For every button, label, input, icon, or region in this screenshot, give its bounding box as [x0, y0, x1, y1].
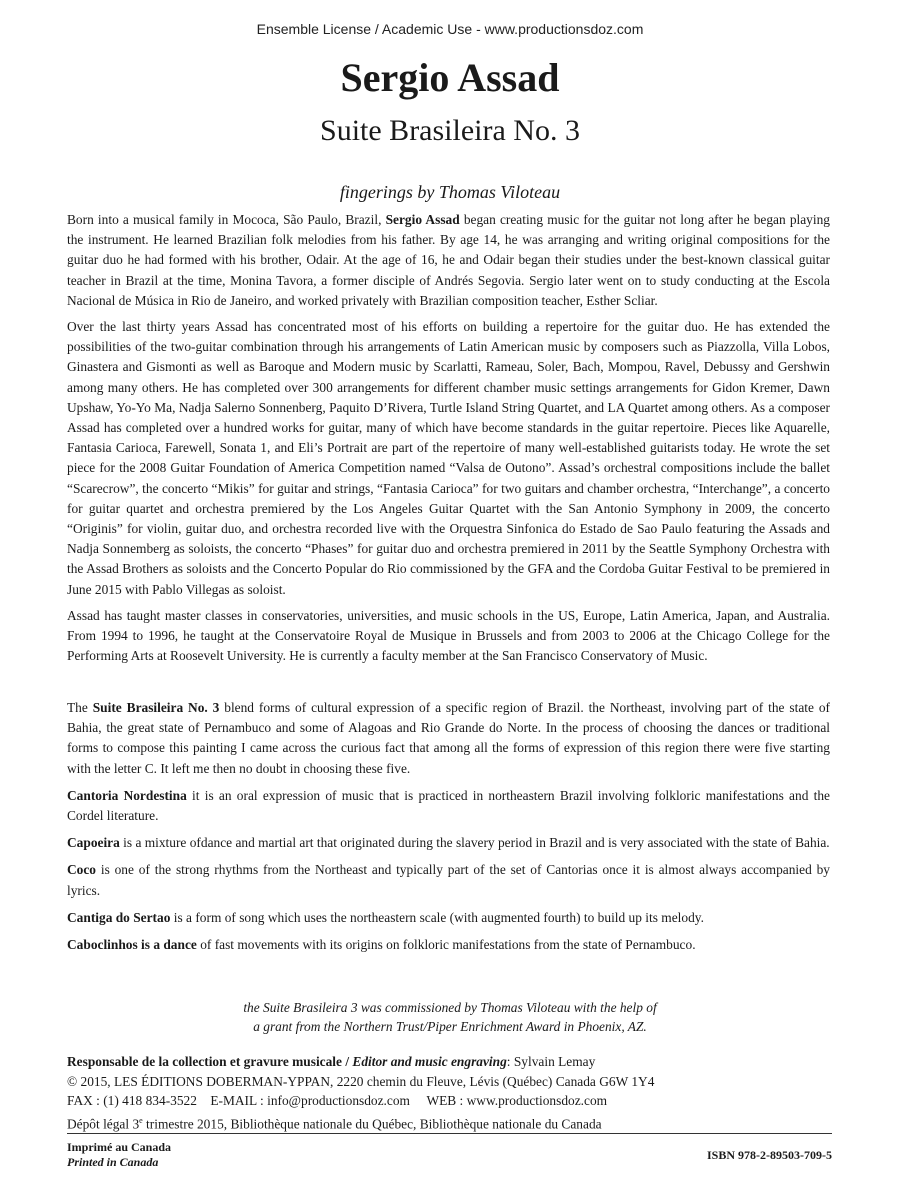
- movement-text: is a mixture ofdance and martial art that originated during the slavery period in Brazil and is very associated with the state of Bahia.: [119, 835, 830, 851]
- biography: [67, 210, 830, 672]
- movement-name: Cantiga do Sertao: [67, 909, 171, 925]
- publisher-credits: [67, 1052, 847, 1133]
- movement-name: Cantoria Nordestina: [67, 787, 187, 803]
- printed-en: Printed in Canada: [67, 1155, 159, 1169]
- editor-name: : Sylvain Lemay: [506, 1054, 596, 1069]
- bio-paragraph-2: Over the last thirty years Assad has concentrated most of his efforts on building a repertoire for the guitar duo. He has extended the possibilities of the two-guitar combination through his arrangements of Latin American music by composers such as Piazzolla, Villa Lobos, Ginastera and Gismonti as well as Baroque and Modern music by Scarlatti, Rameau, Soler, Bach, Mompou, Ravel, Debussy and Gershwin among many others. He has completed over 300 arrangements for different chamber music settings arrangements for Gidon Kremer, Dawn Upshaw, Yo-Yo Ma, Nadja Salerno Sonnenberg, Paquito D’Rivera, Turtle Island String Quartet, and LA Quartet among others. As a composer Assad has completed over a hundred works for guitar, many of which have become standards in the guitar repertoire. Pieces like Aquarelle, Fantasia Carioca, Farewell, Sonata 1, and Eli’s Portrait are part of the repertoire of many well-established guitarists today. He wrote the set piece for the 2008 Guitar Foundation of America Competition named “Valsa de Outono”. Assad’s orchestral compositions include the ballet “Scarecrow”, the concerto “Mikis” for guitar and strings, “Fantasia Carioca” for two guitars and chamber orchestra, “Interchange”, a concerto for guitar quartet and orchestra premiered by the Los Angeles Guitar Quartet with the San Antonio Symphony in 2009, the concerto “Originis” for violin, guitar duo, and orchestra recorded live with the Orquestra Sinfonica do Estado de Sao Paulo featuring the Assads and Nadja Sonnemberg as soloists, the concerto “Phases” for guitar duo and orchestra premiered in 2011 by the Seattle Symphony Orchestra with the Assad Brothers as soloists and the Concerto Popular do Rio commissioned by the GFA and the Cordoba Guitar Festival to be premiered in June 2015 with Pablo Villegas as soloist.: [67, 319, 830, 597]
- editor-label-en: Editor and music engraving: [352, 1054, 507, 1069]
- contact-line: FAX : (1) 418 834-3522 E-MAIL : info@productionsdoz.com WEB : www.productionsdoz.com: [67, 1093, 608, 1108]
- movement-text: it is an oral expression of music that is practiced in northeastern Brazil involving folkloric manifestations and the Cordel literature.: [67, 787, 830, 824]
- suite-text: blend forms of cultural expression of a specific region of Brazil. the Northeast, involving part of the state of Bahia, the great state of Pernambuco and some of Alagoas and Rio Grande do Norte. In the process of choosing the dances or traditional forms to compose this painting I came across the curious fact that among all the forms of expression of this region there were five starting with the letter C. It left me then no doubt in choosing these five.: [67, 700, 830, 776]
- legal-text: trimestre 2015, Bibliothèque nationale du Québec, Bibliothèque nationale du Canada: [142, 1115, 602, 1131]
- movement-text: is a form of song which uses the northeastern scale (with augmented fourth) to build up its melody.: [170, 909, 704, 925]
- suite-intro: [67, 698, 830, 779]
- isbn: ISBN 978-2-89503-709-5: [707, 1148, 832, 1162]
- copyright-line: © 2015, LES ÉDITIONS DOBERMAN-YPPAN, 2220 chemin du Fleuve, Lévis (Québec) Canada G6W 1Y4: [67, 1073, 655, 1089]
- bio-paragraph-3: Assad has taught master classes in conservatories, universities, and music schools in the US, Europe, Latin America, Japan, and Australia. From 1994 to 1996, he taught at the Conservatoire Royal de Musique in Brussels and from 2003 to 2006 at the Chicago College for the Performing Arts at Roosevelt University. He is currently a faculty member at the San Francisco Conservatory of Music.: [67, 607, 830, 664]
- fingerings-credit: fingerings by Thomas Viloteau: [339, 182, 561, 202]
- movement-name: Capoeira: [67, 835, 120, 851]
- bio-text: Born into a musical family in Mococa, São Paulo, Brazil,: [67, 212, 386, 227]
- printed-fr: Imprimé au Canada: [67, 1140, 172, 1154]
- movement-4: [67, 908, 830, 928]
- movement-text: is one of the strong rhythms from the Northeast and typically part of the set of Cantorias once it is almost always accompanied by lyrics.: [67, 862, 830, 898]
- commission-line-2: a grant from the Northern Trust/Piper Enrichment Award in Phoenix, AZ.: [253, 1019, 647, 1034]
- commission-line-1: the Suite Brasileira 3 was commissioned by Thomas Viloteau with the help of: [243, 1000, 657, 1015]
- printed-in: [67, 1140, 171, 1170]
- editor-credit: [67, 1052, 847, 1072]
- legal-deposit: [67, 1111, 847, 1134]
- bio-composer-name: Sergio Assad: [385, 212, 460, 227]
- license-header: Ensemble License / Academic Use - www.productionsdoz.com: [256, 21, 644, 37]
- movement-3: [67, 860, 830, 900]
- composer-name: Sergio Assad: [340, 55, 560, 100]
- movement-5: [67, 935, 830, 955]
- movement-name: Coco: [67, 862, 97, 878]
- legal-superscript: e: [139, 1115, 143, 1125]
- legal-text: Dépôt légal 3: [67, 1115, 140, 1131]
- movement-1: [67, 786, 830, 826]
- suite-description: [67, 698, 830, 962]
- suite-text: The: [67, 700, 93, 715]
- movement-text: of fast movements with its origins on folkloric manifestations from the state of Pernambuco.: [196, 937, 696, 953]
- editor-label: Responsable de la collection et gravure musicale /: [67, 1054, 353, 1069]
- bio-text: began creating music for the guitar not long after he began playing the instrument. He learned Brazilian folk melodies from his father. By age 14, he was arranging and writing original compositions for the guitar duo he had formed with his brother, Odair. At the age of 16, he and Odair began their studies under the best-known classical guitar teacher in Brazil at the time, Monina Tavora, a former disciple of Andrés Segovia. Sergio later went on to study conducting at the Escola Nacional de Música in Rio de Janeiro, and worked privately with Brazilian composition teacher, Esther Scliar.: [67, 212, 830, 308]
- work-title: Suite Brasileira No. 3: [320, 114, 580, 147]
- movement-name: Caboclinhos is a dance: [67, 937, 197, 953]
- footer-divider: [67, 1133, 832, 1134]
- commission-note: [0, 998, 900, 1036]
- suite-name: Suite Brasileira No. 3: [92, 700, 220, 715]
- bio-paragraph-1: [67, 210, 830, 311]
- movement-2: [67, 833, 830, 853]
